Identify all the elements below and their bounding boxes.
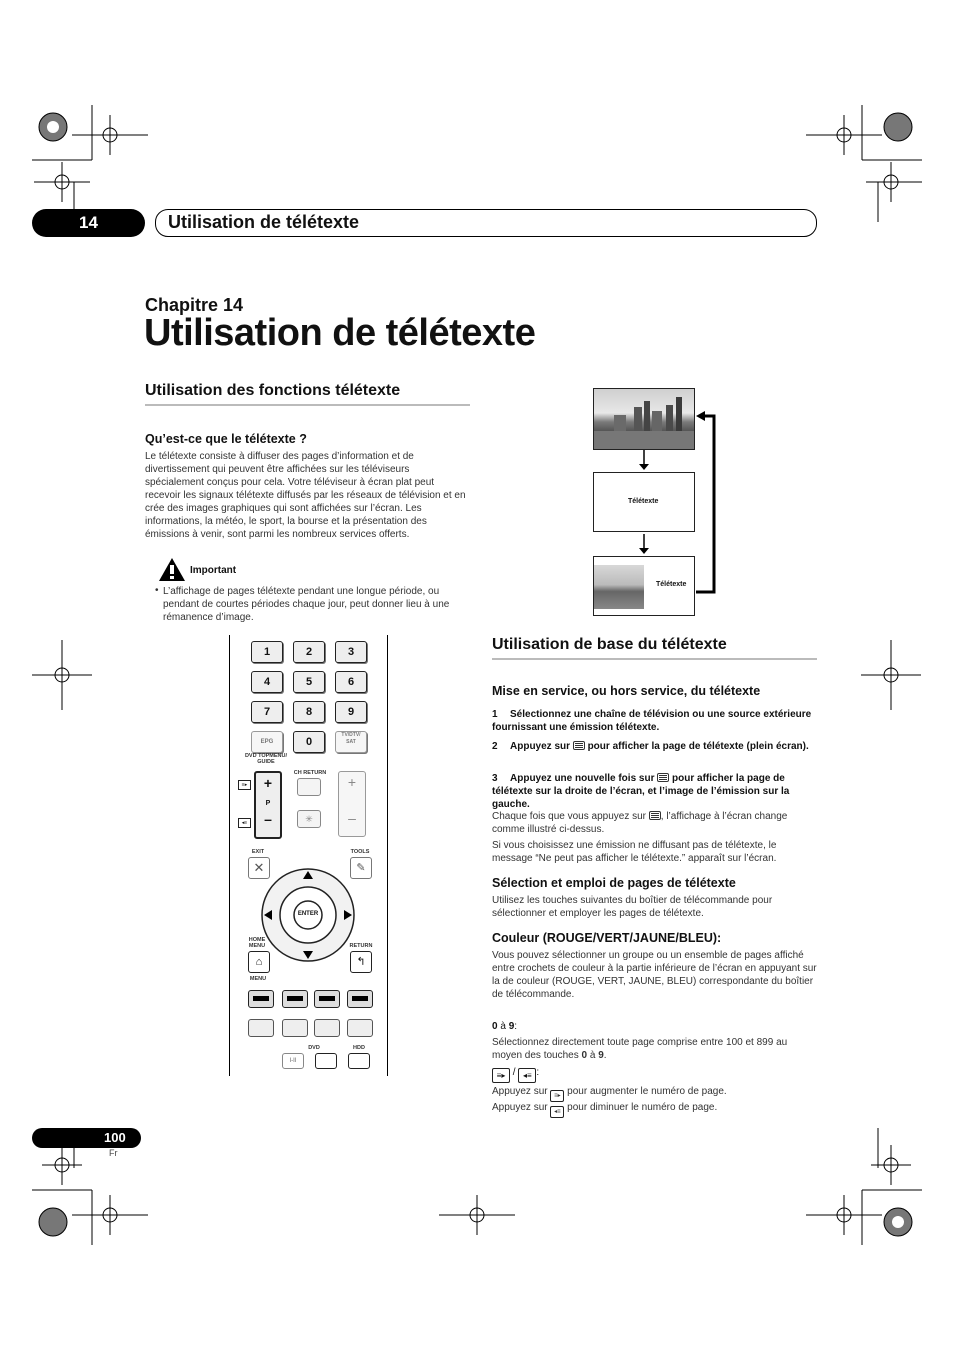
page-down-icon: ◂≡ [518, 1068, 536, 1083]
remote-button-7: 7 [251, 701, 283, 723]
exit-icon: ✕ [248, 857, 270, 879]
split-teletext-label: Télétexte [656, 581, 687, 588]
chapter-label: Chapitre 14 [145, 295, 244, 315]
remote-button-tvdtv: TV/DTV/ SAT [335, 731, 367, 753]
step-3 [492, 772, 817, 811]
step-3-text-a: Appuyez une nouvelle fois sur [510, 773, 655, 784]
minus-icon: – [264, 811, 272, 827]
step-1-text: Sélectionnez une chaîne de télévision ou une source extérieure fournissant une émission télétexte. [492, 709, 812, 733]
digits-body-b: 0 [581, 1050, 588, 1061]
teletext-button-icon [649, 811, 661, 820]
page-up-icon: ≡▸ [492, 1068, 510, 1083]
remote-button-4: 4 [251, 671, 283, 693]
page-up-line [492, 1085, 817, 1102]
page-down-text-b: pour diminuer le numéro de page. [567, 1102, 718, 1113]
digits-body-a: Sélectionnez directement toute page comprise entre 100 et 899 au moyen des touches [492, 1037, 788, 1061]
teletext-label: Télétexte [628, 498, 659, 505]
page-down-icon: ◂≡ [238, 818, 251, 828]
digits-body-c: à [589, 1050, 596, 1061]
note-each-press [492, 810, 817, 836]
transport-button-2 [282, 1019, 308, 1037]
transport-button-3 [314, 1019, 340, 1037]
remote-button-8: 8 [293, 701, 325, 723]
page-down-line [492, 1101, 817, 1118]
digits-to-word: à [500, 1021, 506, 1032]
return-icon: ↰ [350, 951, 372, 973]
step-2 [492, 740, 817, 753]
label-dvd: DVD [308, 1045, 320, 1051]
step-2-number: 2 [492, 741, 498, 752]
remote-button-0: 0 [293, 731, 325, 753]
transport-button-1 [248, 1019, 274, 1037]
remote-control [229, 635, 388, 1076]
digits-body-d: 9 [598, 1050, 604, 1061]
warning-icon [158, 557, 186, 582]
plus-icon: + [263, 775, 273, 791]
digits-from: 0 [492, 1021, 498, 1032]
digits-paragraph: Sélectionnez directement toute page comprise entre 100 et 899 au moyen des touches 0 à 9. [492, 1037, 788, 1061]
arrow-down-1 [636, 448, 652, 472]
blue-button [347, 990, 373, 1008]
teletext-button-icon [573, 741, 585, 750]
step-2-text-a: Appuyez sur [510, 741, 571, 752]
remote-button-epg: EPG [251, 731, 283, 753]
subsection-colour: Couleur (ROUGE/VERT/JAUNE/BLEU): [492, 931, 722, 945]
tools-icon: ✎ [350, 857, 372, 879]
dvd-button [315, 1053, 337, 1069]
step-2-text-b: pour afficher la page de télétexte (plein écran). [587, 741, 809, 752]
volume-minus-icon: – [348, 810, 356, 826]
selection-paragraph: Utilisez les touches suivantes du boîtier de télécommande pour sélectionner et employer les pages de télétexte. [492, 895, 773, 919]
subsection-selection: Sélection et emploi de pages de télétexte [492, 876, 736, 890]
remote-button-ch-return [297, 778, 321, 796]
page-number: 100 [104, 1130, 126, 1145]
page-up-icon: ≡▸ [550, 1090, 564, 1102]
colour-paragraph: Vous pouvez sélectionner un groupe ou un ensemble de pages affiché entre crochets de couleur à la partie inférieure de l’écran en appuyant sur la de couleur (ROUGE, VERT, JAUNE, BLEU) correspondante du boîtier de télécommande. [492, 950, 817, 1000]
bullet-dot: • [155, 585, 159, 596]
important-label: Important [190, 565, 237, 576]
step-1-number: 1 [492, 709, 498, 720]
label-menu: MENU [249, 976, 267, 982]
city-skyline-image [594, 389, 694, 449]
subsection-on-off: Mise en service, ou hors service, du télétexte [492, 684, 761, 698]
remote-button-5: 5 [293, 671, 325, 693]
note-no-teletext: Si vous choisissez une émission ne diffusant pas de télétexte, le message “Ne peut pas afficher le télétexte.” apparaît sur l’écran. [492, 840, 777, 864]
green-button [282, 990, 308, 1008]
important-note: L’affichage de pages télétexte pendant une longue période, ou pendant de courtes périodes chaque jour, peut donner lieu à une rémanence d’image. [163, 586, 450, 623]
hdd-button [348, 1053, 370, 1069]
mute-icon: ✳ [297, 810, 321, 828]
remote-volume-rocker [338, 771, 366, 837]
audio-button: I-II [282, 1053, 304, 1069]
volume-plus-icon: + [347, 774, 357, 790]
digits-heading: 0 à 9: [492, 1021, 518, 1032]
page-down-text-a: Appuyez sur [492, 1102, 548, 1113]
digits-to: 9 [508, 1021, 515, 1032]
remote-button-6: 6 [335, 671, 367, 693]
remote-button-9: 9 [335, 701, 367, 723]
enter-label: ENTER [297, 911, 319, 917]
page-title: Utilisation de télétexte [144, 312, 536, 354]
header-chapter-title: Utilisation de télétexte [168, 212, 360, 232]
chapter-number-tab: 14 [32, 209, 145, 237]
p-label: P [265, 800, 271, 807]
arrow-down-2 [636, 532, 652, 556]
page-up-icon: ≡▸ [238, 780, 251, 790]
label-ch-return: CH RETURN [293, 770, 327, 776]
label-exit: EXIT [251, 849, 265, 855]
remote-button-2: 2 [293, 641, 325, 663]
section-title-functions: Utilisation des fonctions télétexte [145, 382, 401, 399]
step-3-number: 3 [492, 773, 498, 784]
page-down-icon: ◂≡ [550, 1106, 564, 1118]
red-button [248, 990, 274, 1008]
remote-channel-rocker [254, 771, 282, 839]
home-icon: ⌂ [248, 951, 270, 973]
label-hdd: HDD [353, 1045, 365, 1051]
label-dvd-topmenu: DVD TOPMENU/ GUIDE [244, 753, 288, 765]
page-up-text-b: pour augmenter le numéro de page. [567, 1086, 727, 1097]
language-code: Fr [109, 1148, 118, 1158]
transport-button-4 [347, 1019, 373, 1037]
tv-picture-screen [593, 388, 695, 450]
section-rule [145, 404, 470, 406]
label-tools: TOOLS [350, 849, 370, 855]
section-rule-2 [492, 658, 817, 660]
section-title-basic: Utilisation de base du télétexte [492, 636, 727, 653]
subsection-what-is-teletext: Qu’est-ce que le télétexte ? [145, 432, 307, 446]
step-1 [492, 708, 817, 734]
label-return: RETURN [349, 943, 373, 949]
label-home-menu: HOME MENU [248, 937, 266, 949]
remote-button-3: 3 [335, 641, 367, 663]
split-screen [593, 556, 695, 616]
intro-paragraph: Le télétexte consiste à diffuser des pages d’information et de divertissement qui peuvent être affichées sur les téléviseurs spécialement conçus pour cela. Votre téléviseur à écran plat peut recevoir les signaux télétexte diffusés par les réseaux de télévision et en crée des images graphiques qui sont affichées sur l’écran. Les informations, la météo, le sport, la bourse et la présentation des émissions à venir, sont parmi les nombreux services offerts. [145, 451, 466, 540]
note-1-text-a: Chaque fois que vous appuyez sur [492, 811, 646, 822]
step-3-text-b: pour afficher la page de télétexte sur la droite de l’écran, et l’image de l’émission sur la gauche. [492, 773, 790, 810]
page-slash: / [512, 1067, 516, 1078]
teletext-button-icon [657, 773, 669, 782]
note-1-text-b: , l’affichage à l’écran change comme illustré ci-dessus. [492, 811, 788, 835]
page-up-text-a: Appuyez sur [492, 1086, 548, 1097]
remote-button-1: 1 [251, 641, 283, 663]
yellow-button [314, 990, 340, 1008]
page-buttons-heading: ≡▸ / ◂≡ : [492, 1066, 539, 1083]
teletext-screen [593, 472, 695, 532]
cycle-arrow [694, 410, 720, 596]
split-picture [594, 565, 644, 609]
